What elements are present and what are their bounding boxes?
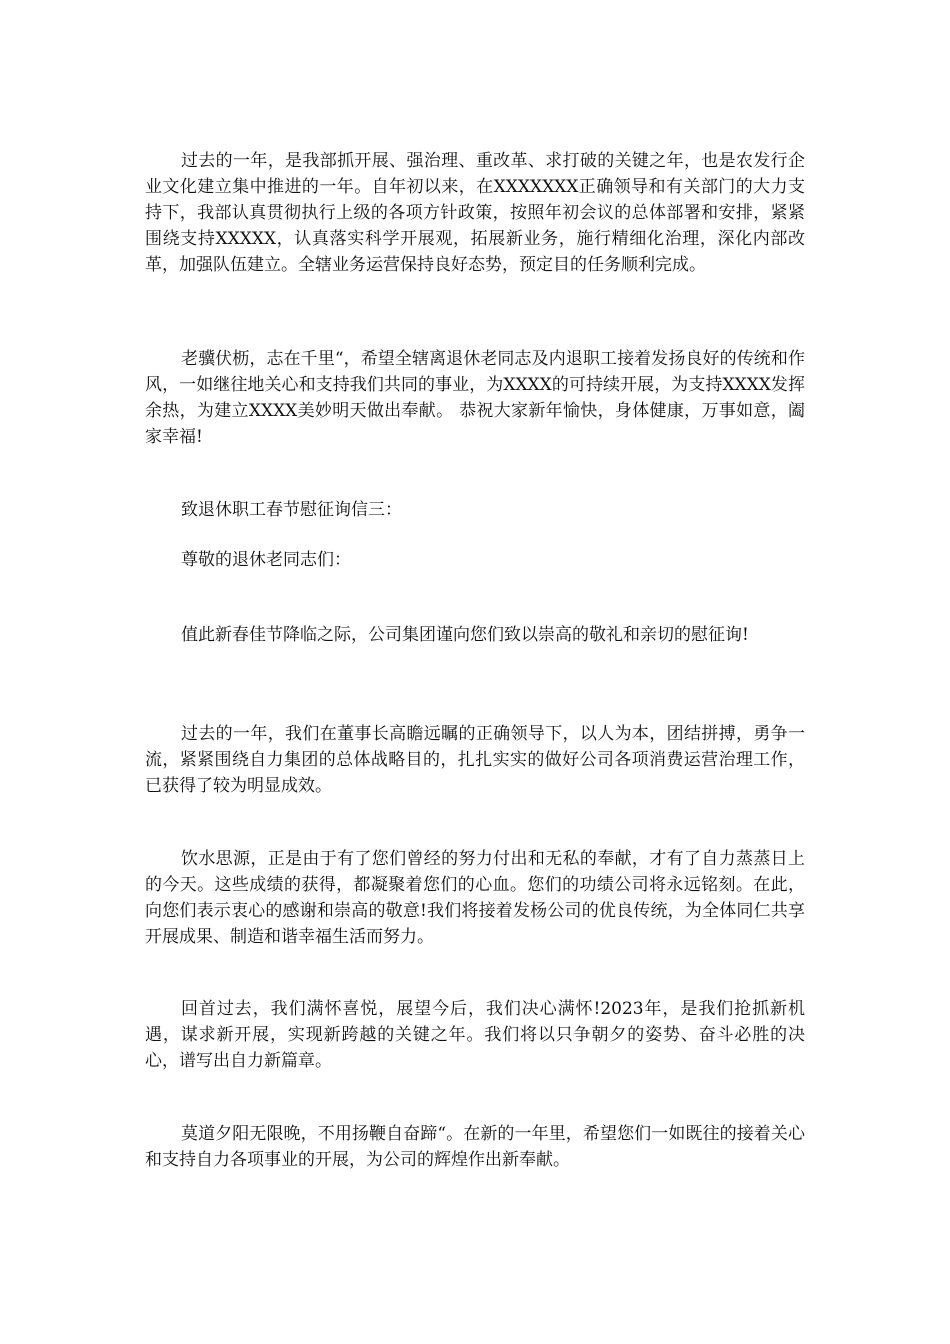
paragraph-closing-wishes: 莫道夕阳无限晚，不用扬鞭自奋蹄“。在新的一年里，希望您们一如既往的接着关心和支持自力各项事业的开展，为公司的辉煌作出新奉献。 [145,1124,805,1170]
paragraph-gratitude: 饮水思源，正是由于有了您们曾经的努力付出和无私的奉献，才有了自力蒸蒸日上的今天。这些成绩的获得，都凝聚着您们的心血。您们的功绩公司将永远铭刻。在此，向您们表示衷心的感谢和崇高的敬意!我们将接着发杨公司的优良传统，为全体同仁共享开展成果、制造和谐幸福生活而努力。 [145,849,805,947]
letter-salutation: 尊敬的退休老同志们： [181,550,351,570]
letter-title: 致退休职工春节慰征询信三： [181,500,402,520]
paragraph-review-past-year: 过去的一年，是我部抓开展、强治理、重改革、求打破的关键之年，也是农发行企业文化建立集中推进的一年。自年初以来，在XXXXXXX正确领导和有关部门的大力支持下，我部认真贯彻执行上级的各项方针政策，按照年初会议的总体部署和安排，紧紧围绕支持XXXXX，认真落实科学开展观，拓展新业务，施行精细化治理，深化内部改革，加强队伍建立。全辖业务运营保持良好态势，预定目的任务顺利完成。 [145,151,805,275]
paragraph-outlook: 回首过去，我们满怀喜悦，展望今后，我们决心满怀!2023年，是我们抢抓新机遇，谋求新开展，实现新跨越的关键之年。我们将以只争朝夕的姿势、奋斗必胜的决心，谱写出自力新篇章。 [145,999,805,1071]
paragraph-achievements: 过去的一年，我们在董事长高瞻远瞩的正确领导下，以人为本，团结拼搏，勇争一流，紧紧围绕自力集团的总体战略目的，扎扎实实的做好公司各项消费运营治理工作，已获得了较为明显成效。 [145,724,805,796]
paragraph-greeting: 值此新春佳节降临之际，公司集团谨向您们致以崇高的敬礼和亲切的慰征询! [181,625,749,645]
paragraph-wishes-retirees: 老骥伏枥，志在千里“，希望全辖离退休老同志及内退职工接着发扬良好的传统和作风，一如继往地关心和支持我们共同的事业，为XXXX的可持续开展，为支持XXXX发挥余热，为建立XXXX美妙明天做出奉献。 恭祝大家新年愉快，身体健康，万事如意，阖家幸福! [145,349,805,447]
